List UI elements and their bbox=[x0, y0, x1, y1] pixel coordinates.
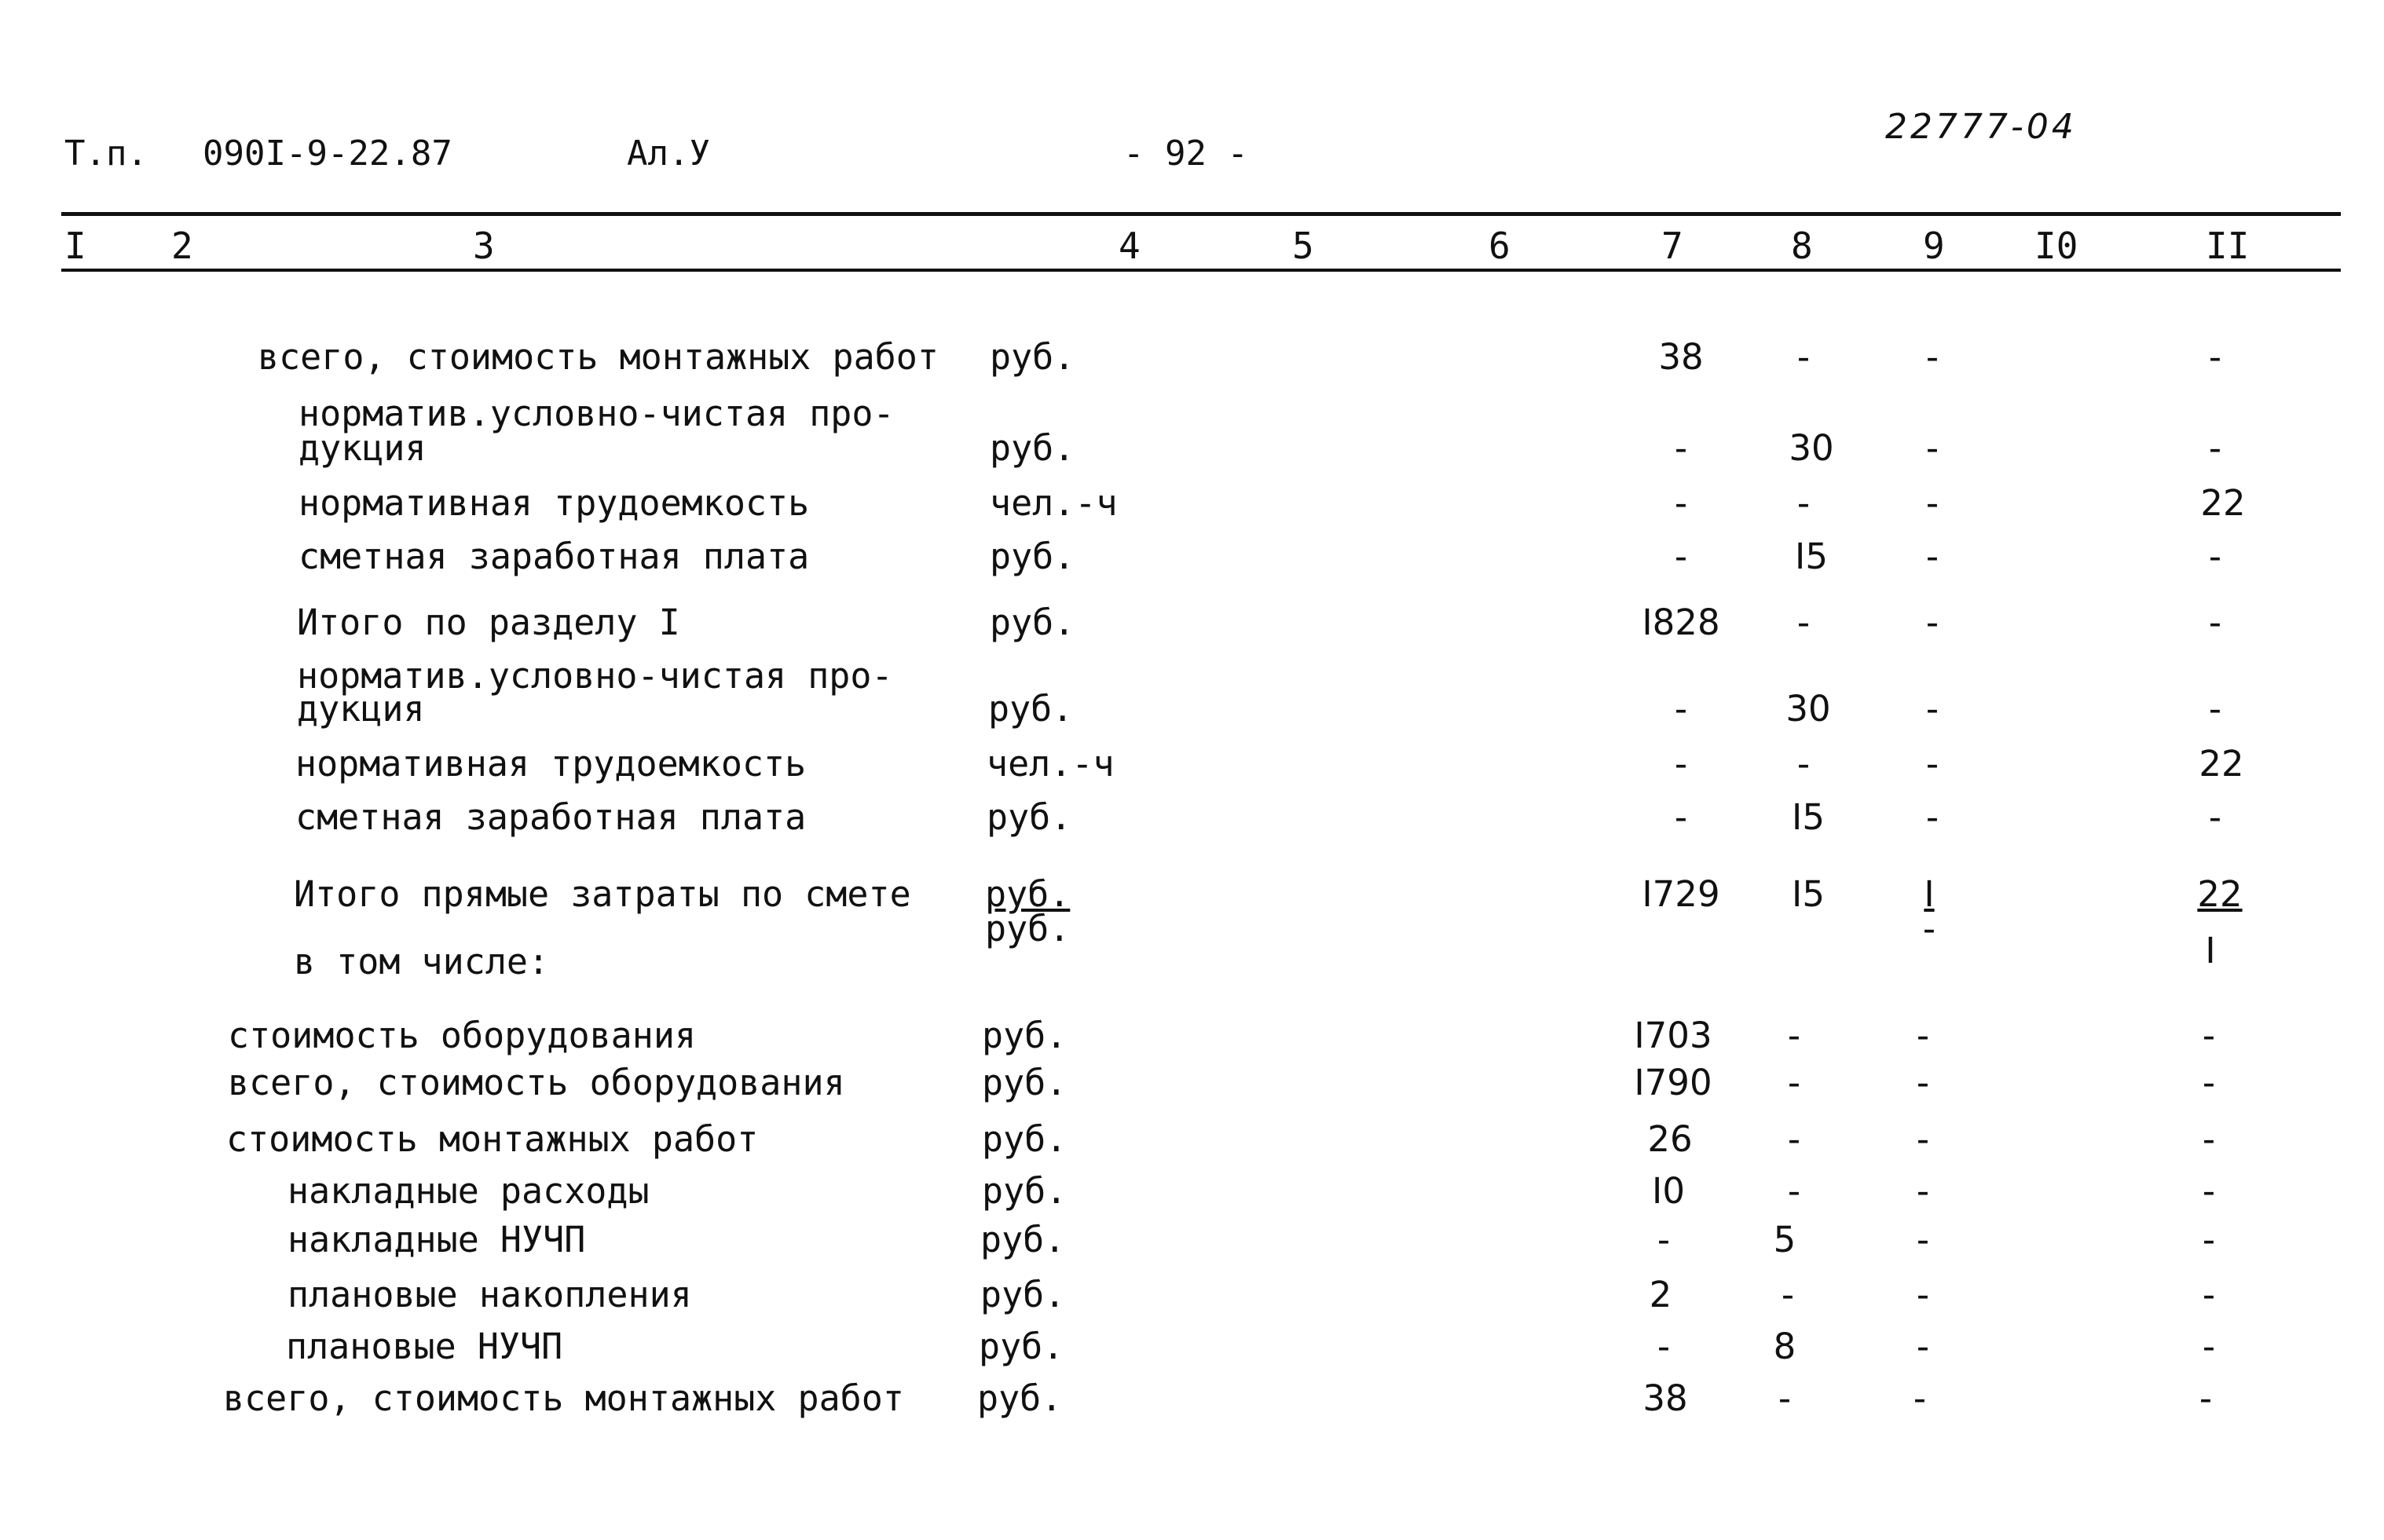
cell-col9: - bbox=[1925, 688, 1939, 730]
row-label: в том числе: bbox=[294, 941, 550, 982]
cell-col8: - bbox=[1787, 1118, 1801, 1160]
row-label-cont: дукция bbox=[298, 427, 427, 469]
row-label: норматив.условно-чистая про- bbox=[297, 655, 893, 697]
page-number: - 92 - bbox=[1123, 134, 1248, 174]
col-header-4: 4 bbox=[1119, 225, 1141, 267]
cell-col7: - bbox=[1674, 743, 1688, 785]
col-header-2: 2 bbox=[171, 225, 193, 267]
cell-col11: - bbox=[2202, 1274, 2216, 1315]
row-unit: руб. bbox=[982, 1062, 1067, 1103]
cell-col11: - bbox=[2208, 427, 2222, 469]
cell-col9: - bbox=[1925, 796, 1939, 838]
cell-col9-denominator: - bbox=[1922, 908, 1936, 949]
row-label: стоимость оборудования bbox=[228, 1015, 697, 1056]
cell-col7: - bbox=[1674, 688, 1688, 730]
row-unit: руб. bbox=[987, 796, 1072, 838]
header-top-rule bbox=[61, 212, 2341, 216]
cell-col11: - bbox=[2208, 688, 2222, 730]
row-unit: чел.-ч bbox=[987, 743, 1115, 785]
row-label: всего, стоимость монтажных работ bbox=[258, 336, 939, 378]
cell-col7: - bbox=[1674, 427, 1688, 469]
col-header-9: 9 bbox=[1923, 225, 1945, 267]
row-label: Итого прямые затраты по смете bbox=[294, 873, 911, 915]
col-header-11: II bbox=[2206, 225, 2250, 267]
cell-col8: - bbox=[1796, 743, 1811, 785]
row-unit: руб. bbox=[990, 427, 1075, 469]
row-unit: чел.-ч bbox=[990, 482, 1118, 524]
cell-col9: - bbox=[1916, 1062, 1930, 1103]
cell-col7: I790 bbox=[1634, 1062, 1712, 1103]
cell-col11: - bbox=[2202, 1015, 2216, 1056]
album-label: Ал.У bbox=[627, 134, 710, 174]
handwritten-number: 22777-04 bbox=[1885, 107, 2077, 147]
cell-col8: - bbox=[1781, 1274, 1795, 1315]
cell-col9: - bbox=[1925, 336, 1939, 378]
row-unit: руб. bbox=[980, 1219, 1066, 1260]
cell-col7: I729 bbox=[1642, 873, 1720, 915]
cell-col8: I5 bbox=[1792, 796, 1825, 838]
col-header-1: I bbox=[64, 225, 86, 267]
cell-col11-denominator: I bbox=[2205, 930, 2216, 971]
cell-col11: - bbox=[2202, 1170, 2216, 1212]
cell-col8: 30 bbox=[1789, 427, 1834, 469]
col-header-3: 3 bbox=[473, 225, 495, 267]
row-unit: руб. bbox=[988, 688, 1074, 730]
cell-col7: - bbox=[1674, 482, 1688, 524]
row-label: всего, стоимость оборудования bbox=[228, 1062, 845, 1103]
row-label: норматив.условно-чистая про- bbox=[298, 393, 895, 434]
row-unit: руб. bbox=[977, 1377, 1063, 1419]
cell-col7: I703 bbox=[1634, 1015, 1712, 1056]
row-unit: руб. bbox=[979, 1326, 1064, 1367]
cell-col7: - bbox=[1657, 1219, 1671, 1260]
col-header-7: 7 bbox=[1661, 225, 1683, 267]
cell-col9: - bbox=[1916, 1015, 1930, 1056]
row-label: нормативная трудоемкость bbox=[298, 482, 810, 524]
row-unit: руб. bbox=[982, 1170, 1067, 1212]
cell-col8: - bbox=[1796, 336, 1811, 378]
row-unit: руб. bbox=[985, 873, 1071, 915]
cell-col9: - bbox=[1916, 1326, 1930, 1367]
cell-col8: 8 bbox=[1773, 1326, 1796, 1367]
cell-col11: 22 bbox=[2199, 743, 2244, 785]
col-header-10: I0 bbox=[2034, 225, 2078, 267]
cell-col8: - bbox=[1778, 1377, 1792, 1419]
cell-col8: - bbox=[1787, 1015, 1801, 1056]
cell-col11: 22 bbox=[2200, 482, 2246, 524]
row-label: нормативная трудоемкость bbox=[295, 743, 807, 785]
row-label: сметная заработная плата bbox=[295, 796, 807, 838]
cell-col9: - bbox=[1925, 427, 1939, 469]
col-header-5: 5 bbox=[1292, 225, 1314, 267]
row-label: стоимость монтажных работ bbox=[226, 1118, 759, 1160]
cell-col11: - bbox=[2208, 536, 2222, 577]
row-label: всего, стоимость монтажных работ bbox=[223, 1377, 904, 1419]
cell-col7: 2 bbox=[1649, 1274, 1672, 1315]
row-label-cont: дукция bbox=[297, 688, 425, 730]
row-label: плановые накопления bbox=[287, 1274, 692, 1315]
cell-col9: - bbox=[1913, 1377, 1927, 1419]
row-unit: руб. bbox=[982, 1015, 1067, 1056]
cell-col9: - bbox=[1916, 1274, 1930, 1315]
row-unit: руб. bbox=[990, 336, 1075, 378]
row-unit: руб. bbox=[990, 536, 1075, 577]
cell-col7: 26 bbox=[1647, 1118, 1693, 1160]
project-number: 090I-9-22.87 bbox=[203, 134, 452, 174]
cell-col8: I5 bbox=[1795, 536, 1828, 577]
cell-col7: I0 bbox=[1652, 1170, 1685, 1212]
row-unit: руб. bbox=[990, 602, 1075, 643]
row-label: накладные НУЧП bbox=[287, 1219, 586, 1260]
cell-col8: 30 bbox=[1785, 688, 1831, 730]
cell-col9: - bbox=[1925, 743, 1939, 785]
cell-col8: 5 bbox=[1773, 1219, 1796, 1260]
cell-col11: - bbox=[2199, 1377, 2213, 1419]
cell-col7: I828 bbox=[1642, 602, 1720, 643]
cell-col9: - bbox=[1916, 1170, 1930, 1212]
row-unit: руб. bbox=[982, 1118, 1067, 1160]
cell-col9: I bbox=[1924, 873, 1935, 915]
doc-code: Т.п. bbox=[64, 134, 148, 174]
cell-col11: - bbox=[2202, 1219, 2216, 1260]
cell-col8: - bbox=[1787, 1170, 1801, 1212]
cell-col7: - bbox=[1674, 536, 1688, 577]
cell-col11: - bbox=[2208, 336, 2222, 378]
cell-col8: - bbox=[1796, 602, 1811, 643]
cell-col8: I5 bbox=[1792, 873, 1825, 915]
cell-col9: - bbox=[1925, 482, 1939, 524]
row-label: накладные расходы bbox=[287, 1170, 650, 1212]
cell-col9: - bbox=[1925, 536, 1939, 577]
row-unit: руб. bbox=[980, 1274, 1066, 1315]
cell-col11: - bbox=[2202, 1062, 2216, 1103]
cell-col11: - bbox=[2208, 796, 2222, 838]
header-bottom-rule bbox=[61, 269, 2341, 272]
cell-col9: - bbox=[1925, 602, 1939, 643]
cell-col8: - bbox=[1796, 482, 1811, 524]
cell-col7: - bbox=[1674, 796, 1688, 838]
cell-col11: 22 bbox=[2197, 873, 2243, 915]
row-label: плановые НУЧП bbox=[286, 1326, 563, 1367]
col-header-6: 6 bbox=[1489, 225, 1511, 267]
cell-col7: 38 bbox=[1658, 336, 1704, 378]
col-header-8: 8 bbox=[1791, 225, 1813, 267]
cell-col9: - bbox=[1916, 1219, 1930, 1260]
cell-col7: 38 bbox=[1642, 1377, 1688, 1419]
row-label: сметная заработная плата bbox=[298, 536, 810, 577]
cell-col11: - bbox=[2202, 1326, 2216, 1367]
cell-col9: - bbox=[1916, 1118, 1930, 1160]
row-unit-denominator: руб. bbox=[985, 908, 1071, 949]
cell-col11: - bbox=[2202, 1118, 2216, 1160]
row-label: Итого по разделу I bbox=[297, 602, 680, 643]
cell-col11: - bbox=[2208, 602, 2222, 643]
cell-col8: - bbox=[1787, 1062, 1801, 1103]
cell-col7: - bbox=[1657, 1326, 1671, 1367]
